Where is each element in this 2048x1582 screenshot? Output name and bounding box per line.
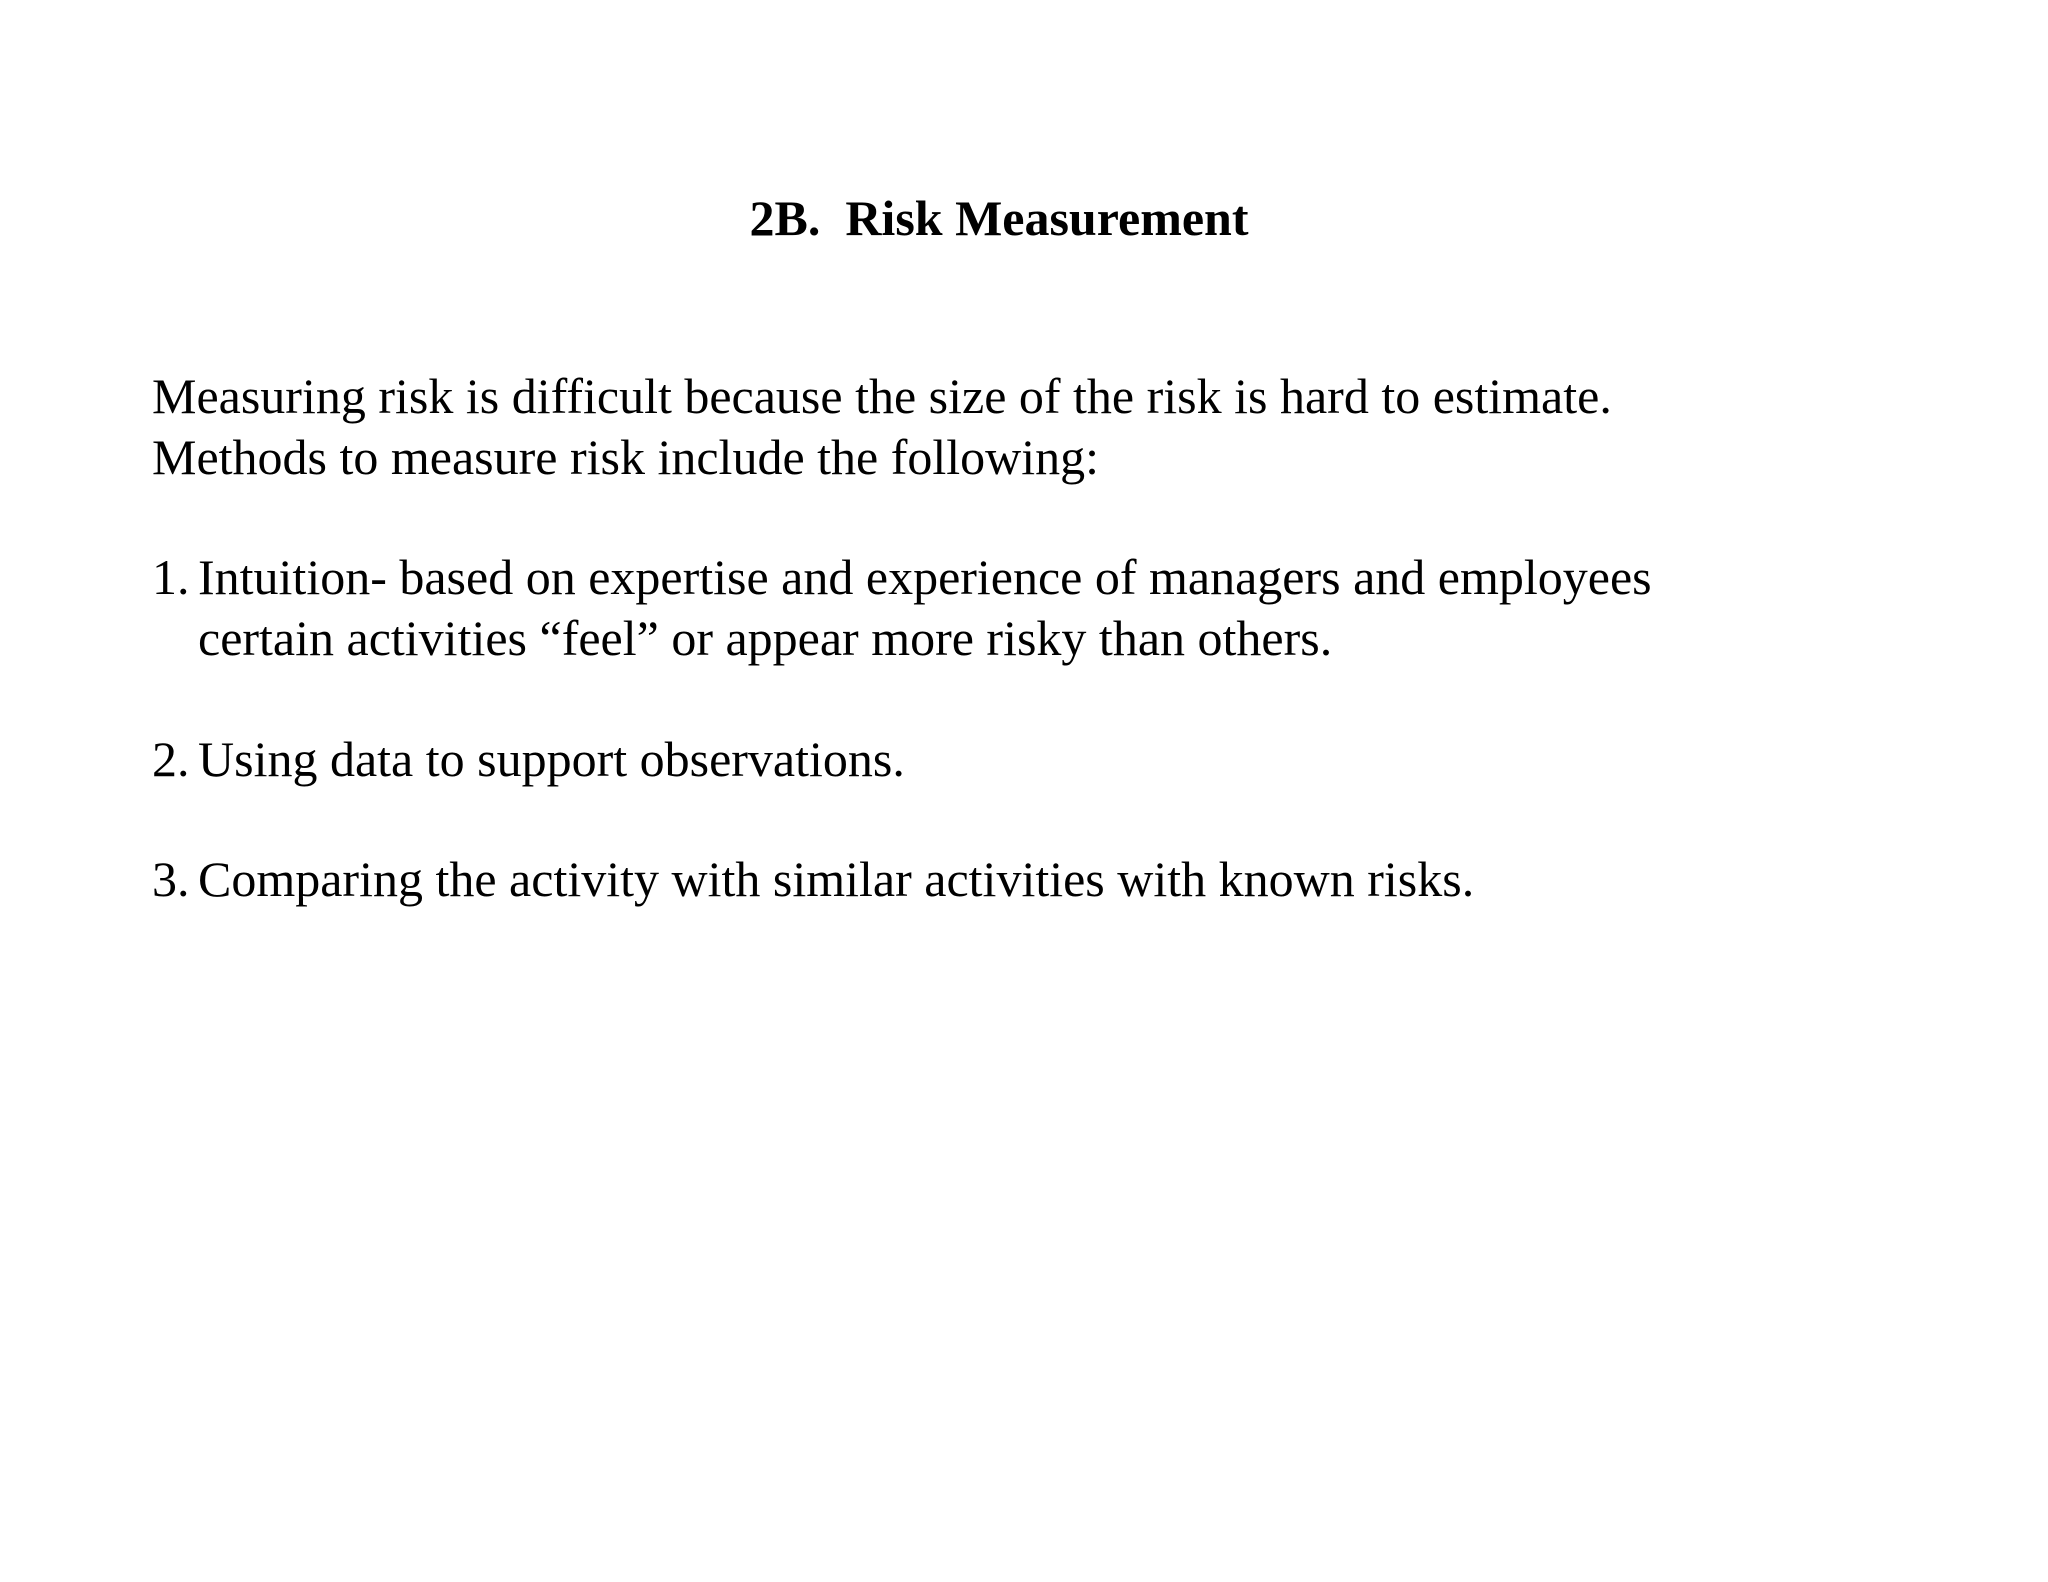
intro-line: Measuring risk is difficult because the size of the risk is hard to estimate.	[152, 368, 1612, 424]
list-item-line: certain activities “feel” or appear more risky than others.	[198, 610, 1333, 666]
list-item-text	[198, 849, 1474, 910]
list-item-line: Using data to support observations.	[198, 731, 905, 787]
list-item-line: Intuition- based on expertise and experience of managers and employees	[198, 549, 1652, 605]
list-number: 3.	[152, 851, 190, 907]
list-item-text	[198, 729, 905, 790]
intro-line: Methods to measure risk include the following:	[152, 429, 1100, 485]
page-title: 2B. Risk Measurement	[749, 190, 1249, 246]
list-item-line: Comparing the activity with similar activities with known risks.	[198, 851, 1475, 907]
list-number: 2.	[152, 731, 190, 787]
list-number: 1.	[152, 549, 190, 605]
intro-paragraph	[152, 366, 1992, 488]
list-item-text	[198, 547, 1652, 669]
